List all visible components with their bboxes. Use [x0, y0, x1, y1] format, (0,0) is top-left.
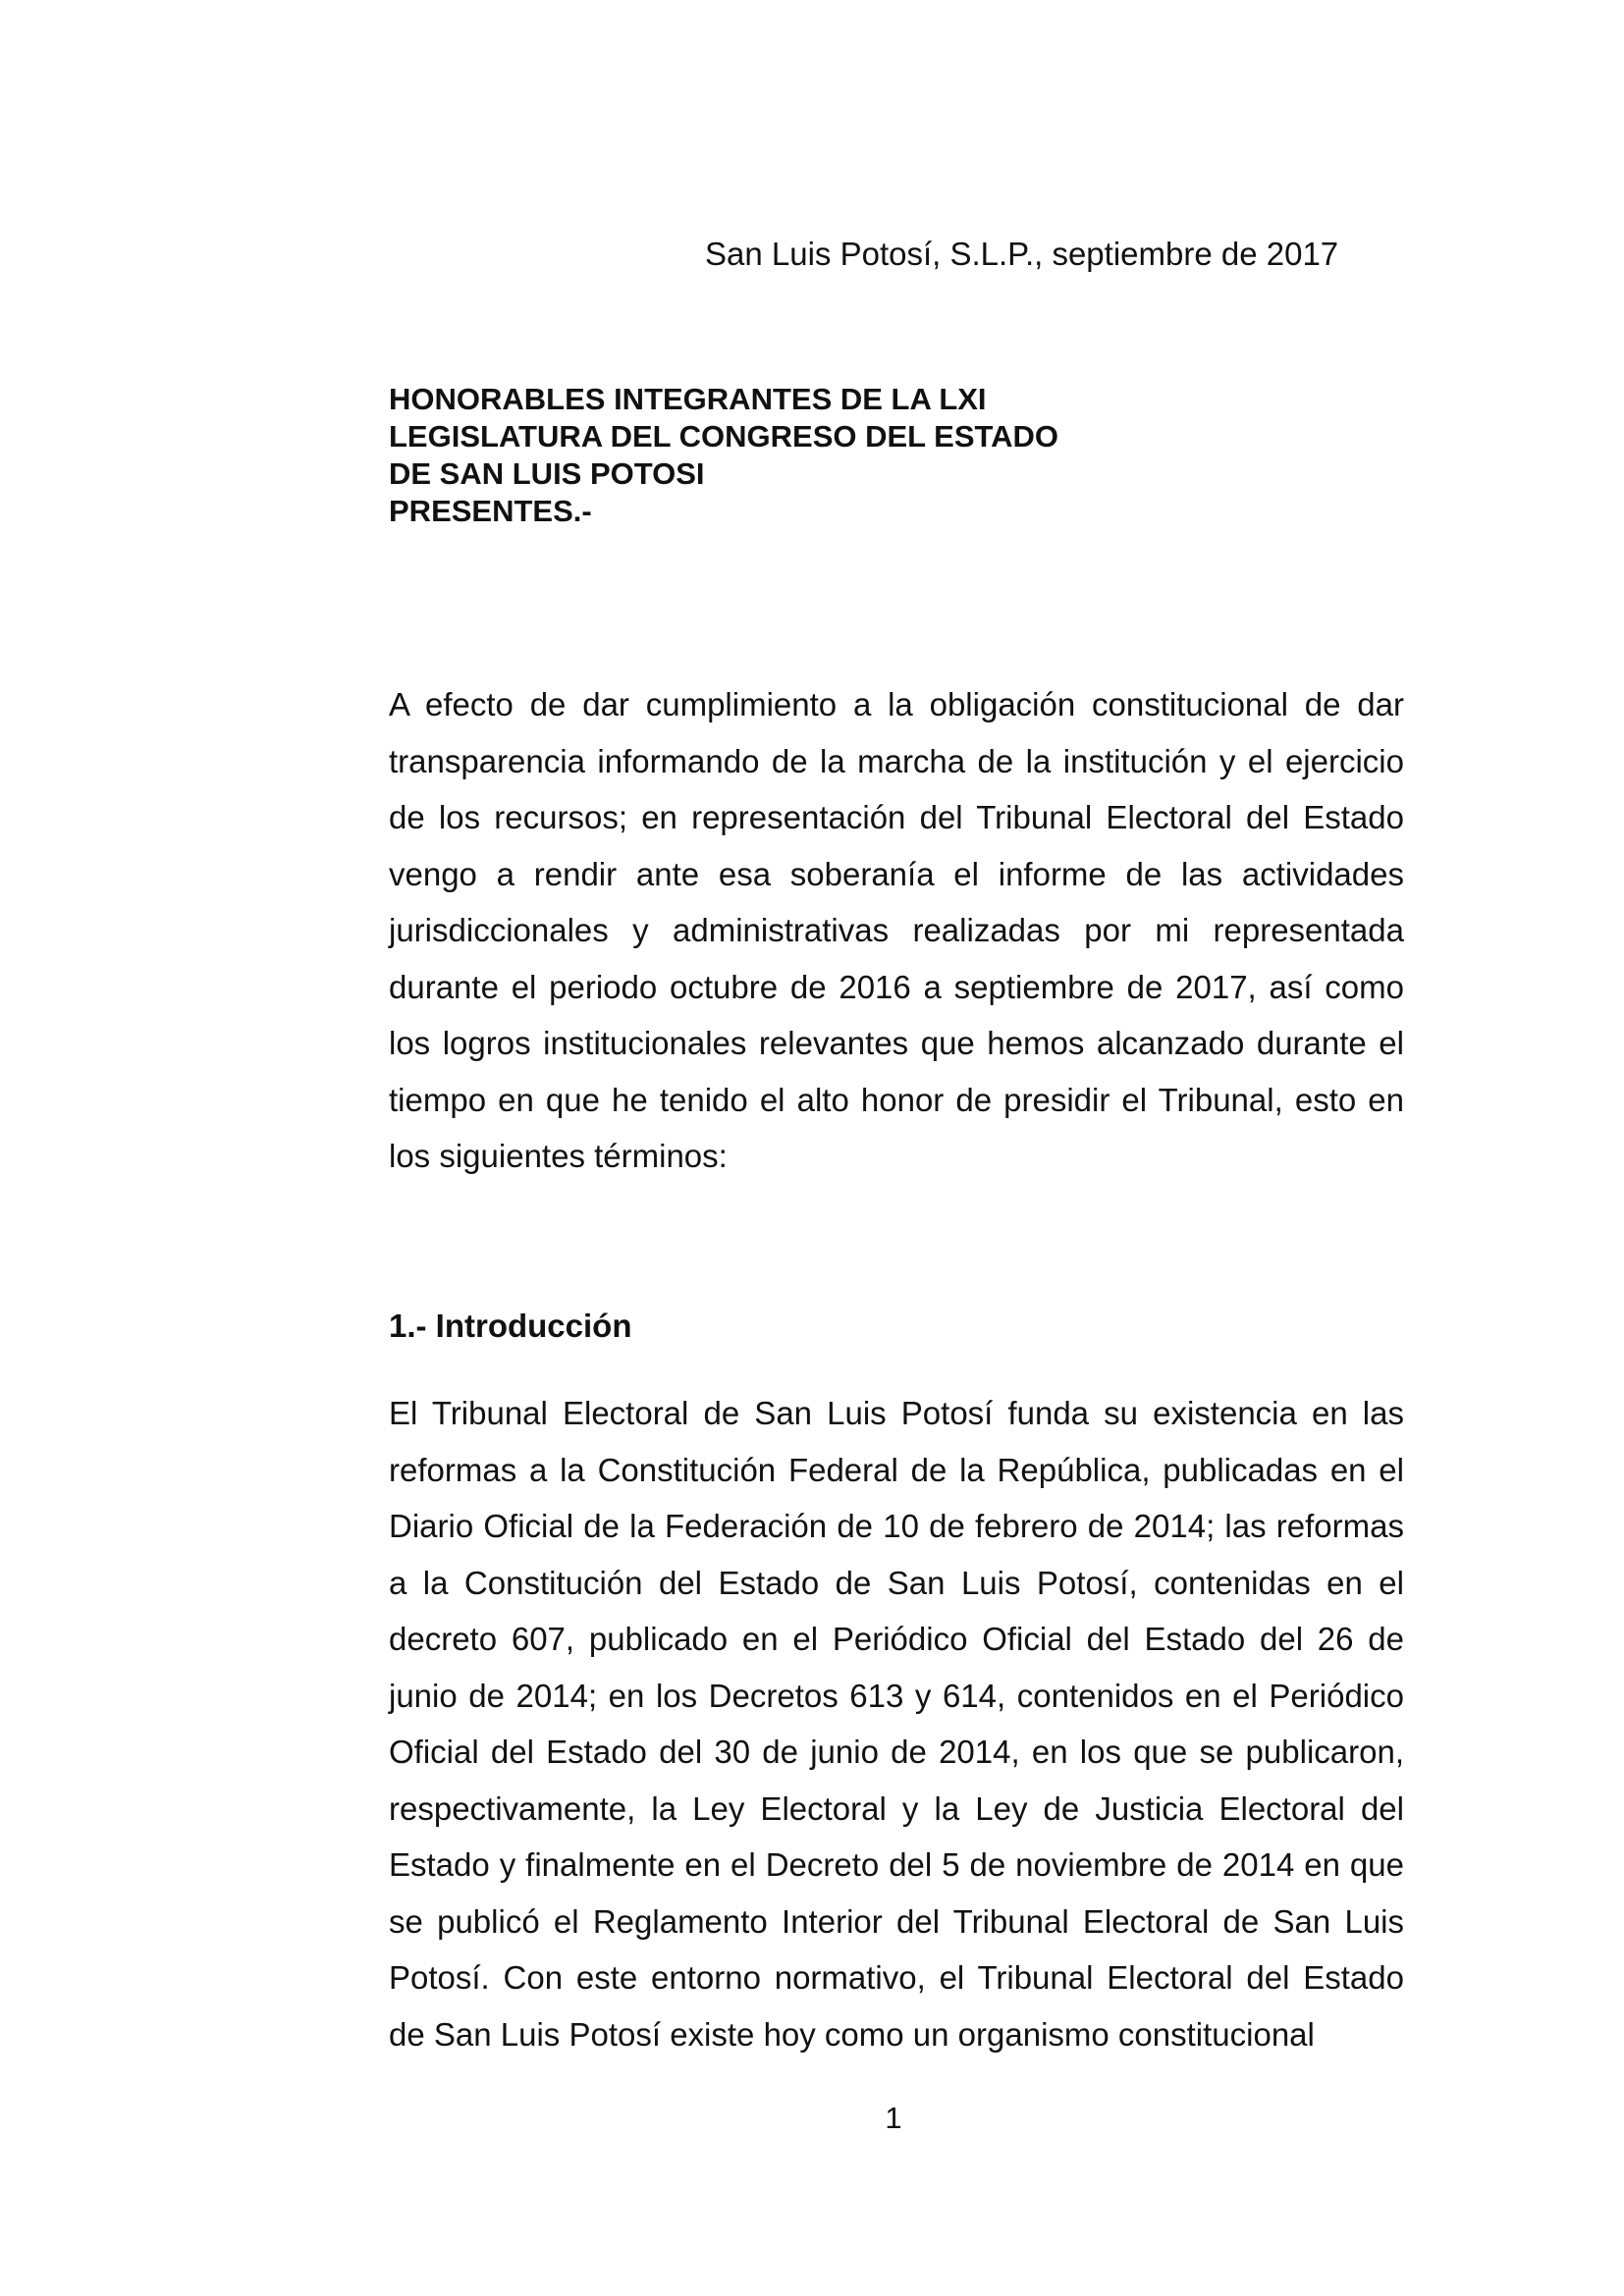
intro-paragraph: A efecto de dar cumplimiento a la obligación constitucional de dar transparencia informando de la marcha de la institución y el ejercicio de los recursos; en representación del Tribunal Electoral del Estado vengo a rendir ante esa soberanía el informe de las actividades jurisdiccionales y administrativas realizadas por mi representada durante el periodo octubre de 2016 a septiembre de 2017, así como los logros institucionales relevantes que hemos alcanzado durante el tiempo en que he tenido el alto honor de presidir el Tribunal, esto en los siguientes términos:: [389, 686, 1404, 1174]
section-heading: 1.- Introducción: [389, 1308, 632, 1344]
addressee-line: HONORABLES INTEGRANTES DE LA LXI: [389, 382, 987, 416]
addressee-block: [389, 381, 1272, 530]
date-line: San Luis Potosí, S.L.P., septiembre de 2017: [705, 236, 1339, 272]
page-number: 1: [885, 2101, 902, 2135]
addressee-line: PRESENTES.-: [389, 494, 592, 528]
addressee-line: LEGISLATURA DEL CONGRESO DEL ESTADO: [389, 419, 1059, 454]
section-paragraph: El Tribunal Electoral de San Luis Potosí funda su existencia en las reformas a la Constitución Federal de la República, publicadas en el Diario Oficial de la Federación de 10 de febrero de 2014; las reformas a la Constitución del Estado de San Luis Potosí, contenidas en el decreto 607, publicado en el Periódico Oficial del Estado del 26 de junio de 2014; en los Decretos 613 y 614, contenidos en el Periódico Oficial del Estado del 30 de junio de 2014, en los que se publicaron, respectivamente, la Ley Electoral y la Ley de Justicia Electoral del Estado y finalmente en el Decreto del 5 de noviembre de 2014 en que se publicó el Reglamento Interior del Tribunal Electoral de San Luis Potosí. Con este entorno normativo, el Tribunal Electoral del Estado de San Luis Potosí existe hoy como un organismo constitucional: [389, 1395, 1404, 2053]
addressee-line: DE SAN LUIS POTOSI: [389, 456, 705, 491]
